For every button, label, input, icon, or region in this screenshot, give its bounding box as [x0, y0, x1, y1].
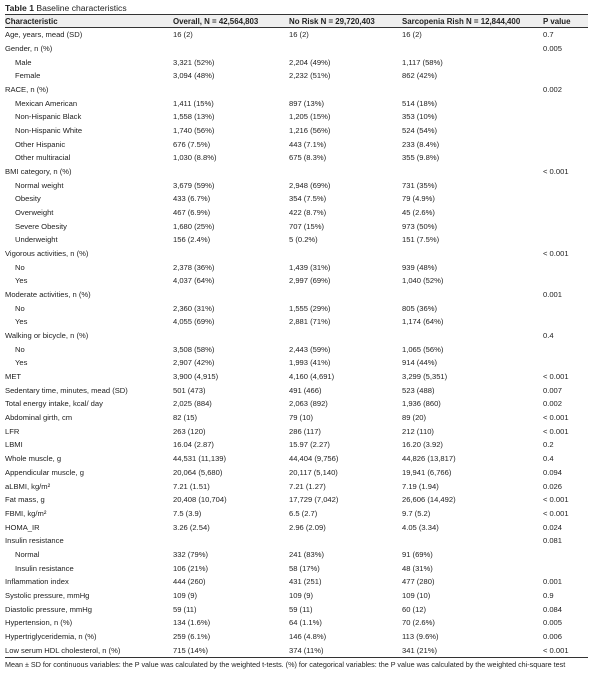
- row-label: Obesity: [15, 194, 41, 204]
- row-label: LBMI: [5, 440, 23, 450]
- cell-no-risk: 374 (11%): [289, 643, 402, 657]
- cell-overall: 676 (7.5%): [173, 139, 211, 149]
- baseline-characteristics-table: [5, 14, 588, 658]
- table-row: [5, 493, 588, 507]
- cell-no-risk: 2,063 (892): [289, 399, 328, 409]
- cell-sarcopenia-risk: 4.05 (3.34): [402, 522, 439, 532]
- row-label: Vigorous activities, n (%): [5, 249, 89, 259]
- cell-overall: 1,680 (25%): [173, 221, 215, 231]
- cell-overall: 4,055 (69%): [173, 317, 215, 327]
- table-footnote: Mean ± SD for continuous variables: the P value was calculated by the weighted t-tests. (%) for categorical variables: the P value was calculated by the weighted chi-square test: [5, 659, 566, 669]
- cell-overall: 3,321 (52%): [173, 57, 215, 67]
- table-row: [5, 438, 588, 452]
- cell-p-value: [543, 124, 588, 138]
- table-row: [5, 548, 588, 562]
- cell-sarcopenia-risk: 9.7 (5.2): [402, 508, 431, 518]
- table-row: [5, 28, 588, 42]
- cell-p-value: [543, 55, 588, 69]
- cell-sarcopenia-risk: 89 (20): [402, 413, 427, 423]
- row-label: Whole muscle, g: [5, 454, 62, 464]
- cell-sarcopenia-risk: 1,174 (64%): [402, 317, 444, 327]
- cell-p-value: [543, 301, 588, 315]
- row-label: No: [15, 262, 25, 272]
- cell-p-value: [543, 151, 588, 165]
- cell-p-value: [543, 69, 588, 83]
- cell-sarcopenia-risk: [402, 288, 543, 302]
- cell-no-risk: 1,439 (31%): [289, 262, 331, 272]
- cell-p-value: 0.4: [543, 454, 554, 464]
- table-body: [5, 28, 588, 658]
- cell-overall: 2,378 (36%): [173, 262, 215, 272]
- cell-sarcopenia-risk: 914 (44%): [402, 358, 438, 368]
- table-row: [5, 233, 588, 247]
- cell-no-risk: 15.97 (2.27): [289, 440, 330, 450]
- table-row: [5, 83, 588, 97]
- cell-no-risk: [289, 534, 402, 548]
- cell-p-value: 0.024: [543, 522, 563, 532]
- row-label: Walking or bicycle, n (%): [5, 331, 89, 341]
- row-label: Sedentary time, minutes, mead (SD): [5, 385, 128, 395]
- cell-overall: 20,408 (10,704): [173, 495, 227, 505]
- row-label: LFR: [5, 426, 20, 436]
- row-label: MET: [5, 372, 22, 382]
- cell-sarcopenia-risk: [402, 534, 543, 548]
- cell-sarcopenia-risk: 233 (8.4%): [402, 139, 440, 149]
- cell-no-risk: 491 (466): [289, 385, 322, 395]
- row-label: Yes: [15, 276, 28, 286]
- cell-no-risk: 1,205 (15%): [289, 112, 331, 122]
- table-row: [5, 479, 588, 493]
- cell-no-risk: 2.96 (2.09): [289, 522, 326, 532]
- cell-overall: 7.5 (3.9): [173, 508, 202, 518]
- cell-sarcopenia-risk: 19,941 (6,766): [402, 467, 452, 477]
- cell-p-value: < 0.001: [543, 167, 569, 177]
- table-row: [5, 42, 588, 56]
- cell-p-value: [543, 342, 588, 356]
- row-label: Normal: [15, 549, 40, 559]
- cell-p-value: < 0.001: [543, 249, 569, 259]
- row-label: Hypertension, n (%): [5, 618, 73, 628]
- cell-sarcopenia-risk: 7.19 (1.94): [402, 481, 439, 491]
- cell-sarcopenia-risk: 70 (2.6%): [402, 618, 435, 628]
- header-overall: Overall, N = 42,564,803: [173, 15, 289, 28]
- cell-sarcopenia-risk: 26,606 (14,492): [402, 495, 456, 505]
- cell-overall: 156 (2.4%): [173, 235, 211, 245]
- cell-no-risk: 443 (7.1%): [289, 139, 327, 149]
- row-label: Moderate activities, n (%): [5, 290, 91, 300]
- cell-overall: 2,025 (884): [173, 399, 212, 409]
- cell-p-value: [543, 233, 588, 247]
- table-row: [5, 616, 588, 630]
- cell-sarcopenia-risk: 353 (10%): [402, 112, 438, 122]
- table-row: [5, 561, 588, 575]
- cell-overall: [173, 329, 289, 343]
- cell-p-value: [543, 96, 588, 110]
- cell-sarcopenia-risk: 48 (31%): [402, 563, 433, 573]
- cell-overall: [173, 288, 289, 302]
- cell-no-risk: [289, 288, 402, 302]
- table-row: [5, 124, 588, 138]
- cell-p-value: [543, 561, 588, 575]
- cell-no-risk: 707 (15%): [289, 221, 325, 231]
- cell-p-value: 0.005: [543, 618, 563, 628]
- table-row: [5, 643, 588, 657]
- cell-p-value: 0.001: [543, 577, 563, 587]
- table-row: [5, 151, 588, 165]
- cell-overall: 3.26 (2.54): [173, 522, 210, 532]
- cell-no-risk: 79 (10): [289, 413, 314, 423]
- cell-overall: 1,411 (15%): [173, 98, 214, 108]
- row-label: Overweight: [15, 208, 54, 218]
- cell-overall: 715 (14%): [173, 643, 289, 657]
- table-row: [5, 342, 588, 356]
- table-row: [5, 137, 588, 151]
- cell-no-risk: 58 (17%): [289, 563, 320, 573]
- cell-no-risk: 146 (4.8%): [289, 631, 327, 641]
- cell-no-risk: [289, 83, 402, 97]
- row-label: Age, years, mead (SD): [5, 30, 83, 40]
- cell-sarcopenia-risk: 45 (2.6%): [402, 208, 435, 218]
- cell-overall: 16 (2): [173, 30, 193, 40]
- cell-overall: 1,030 (8.8%): [173, 153, 217, 163]
- cell-overall: [173, 534, 289, 548]
- row-label: Gender, n (%): [5, 44, 53, 53]
- table-row: [5, 520, 588, 534]
- cell-no-risk: 2,232 (51%): [289, 71, 331, 81]
- header-p-value: P value: [543, 15, 588, 28]
- cell-sarcopenia-risk: 151 (7.5%): [402, 235, 440, 245]
- row-label: HOMA_IR: [5, 522, 40, 532]
- cell-overall: 7.21 (1.51): [173, 481, 210, 491]
- cell-overall: [173, 42, 289, 56]
- cell-overall: [173, 165, 289, 179]
- cell-overall: 16.04 (2.87): [173, 440, 214, 450]
- table-row: [5, 370, 588, 384]
- cell-p-value: 0.081: [543, 536, 563, 546]
- row-label: Male: [15, 57, 32, 67]
- table-row: [5, 219, 588, 233]
- cell-p-value: [543, 137, 588, 151]
- table-row: [5, 383, 588, 397]
- cell-p-value: 0.7: [543, 30, 554, 40]
- cell-p-value: 0.026: [543, 481, 563, 491]
- cell-sarcopenia-risk: 1,040 (52%): [402, 276, 444, 286]
- cell-sarcopenia-risk: 60 (12): [402, 604, 427, 614]
- row-label: FBMI, kg/m²: [5, 508, 47, 518]
- cell-overall: [173, 83, 289, 97]
- cell-no-risk: 2,881 (71%): [289, 317, 331, 327]
- row-label: Mexican American: [15, 98, 78, 108]
- cell-overall: 82 (15): [173, 413, 198, 423]
- cell-p-value: [543, 178, 588, 192]
- table-row: [5, 534, 588, 548]
- cell-sarcopenia-risk: 862 (42%): [402, 71, 438, 81]
- cell-overall: 259 (6.1%): [173, 631, 211, 641]
- row-label: Non-Hispanic White: [15, 126, 83, 136]
- cell-no-risk: 44,404 (9,756): [289, 454, 339, 464]
- cell-no-risk: 5 (0.2%): [289, 235, 318, 245]
- cell-overall: 263 (120): [173, 426, 206, 436]
- cell-no-risk: [289, 247, 402, 261]
- table-row: [5, 247, 588, 261]
- cell-no-risk: 422 (8.7%): [289, 208, 327, 218]
- row-label: Female: [15, 71, 41, 81]
- cell-no-risk: 64 (1.1%): [289, 618, 322, 628]
- cell-overall: 501 (473): [173, 385, 206, 395]
- cell-p-value: 0.2: [543, 440, 554, 450]
- row-label: Underweight: [15, 235, 58, 245]
- cell-p-value: 0.002: [543, 399, 563, 409]
- table-caption-label: Table 1: [5, 3, 34, 13]
- cell-sarcopenia-risk: 44,826 (13,817): [402, 454, 456, 464]
- cell-overall: 134 (1.6%): [173, 618, 211, 628]
- header-no-risk: No Risk N = 29,720,403: [289, 15, 402, 28]
- row-label: Low serum HDL cholesterol, n (%): [5, 643, 173, 657]
- table-row: [5, 397, 588, 411]
- cell-p-value: [543, 356, 588, 370]
- cell-p-value: [543, 315, 588, 329]
- cell-p-value: [543, 260, 588, 274]
- cell-sarcopenia-risk: [402, 247, 543, 261]
- cell-p-value: [543, 110, 588, 124]
- cell-overall: [173, 247, 289, 261]
- cell-sarcopenia-risk: 355 (9.8%): [402, 153, 440, 163]
- cell-overall: 467 (6.9%): [173, 208, 211, 218]
- row-label: Abdominal girth, cm: [5, 413, 73, 423]
- row-label: Fat mass, g: [5, 495, 45, 505]
- cell-p-value: 0.094: [543, 467, 563, 477]
- cell-overall: 109 (9): [173, 590, 198, 600]
- table-row: [5, 329, 588, 343]
- cell-p-value: < 0.001: [543, 495, 569, 505]
- cell-p-value: 0.007: [543, 385, 563, 395]
- row-label: Other Hispanic: [15, 139, 66, 149]
- table-row: [5, 630, 588, 644]
- table-row: [5, 452, 588, 466]
- table-row: [5, 507, 588, 521]
- cell-overall: 433 (6.7%): [173, 194, 211, 204]
- cell-no-risk: 1,993 (41%): [289, 358, 331, 368]
- table-figure: [5, 0, 605, 669]
- cell-sarcopenia-risk: 91 (69%): [402, 549, 433, 559]
- table-row: [5, 96, 588, 110]
- table-row: [5, 206, 588, 220]
- table-row: [5, 192, 588, 206]
- cell-sarcopenia-risk: 212 (110): [402, 426, 434, 436]
- table-row: [5, 602, 588, 616]
- row-label: RACE, n (%): [5, 85, 49, 95]
- row-label: Appendicular muscle, g: [5, 467, 84, 477]
- cell-no-risk: [289, 42, 402, 56]
- cell-sarcopenia-risk: [402, 42, 543, 56]
- row-label: Hypertriglyceridemia, n (%): [5, 631, 97, 641]
- row-label: No: [15, 344, 25, 354]
- cell-no-risk: 2,948 (69%): [289, 180, 331, 190]
- cell-overall: 3,094 (48%): [173, 71, 215, 81]
- cell-overall: 3,679 (59%): [173, 180, 215, 190]
- cell-no-risk: 354 (7.5%): [289, 194, 327, 204]
- cell-no-risk: [289, 165, 402, 179]
- table-caption: [5, 3, 605, 14]
- row-label: BMI category, n (%): [5, 167, 72, 177]
- cell-overall: 59 (11): [173, 604, 197, 614]
- cell-p-value: < 0.001: [543, 413, 569, 423]
- table-row: [5, 55, 588, 69]
- table-row: [5, 178, 588, 192]
- cell-sarcopenia-risk: 1,065 (56%): [402, 344, 444, 354]
- table-row: [5, 110, 588, 124]
- cell-p-value: [543, 548, 588, 562]
- cell-no-risk: 2,443 (59%): [289, 344, 331, 354]
- cell-sarcopenia-risk: [402, 329, 543, 343]
- cell-sarcopenia-risk: 1,936 (860): [402, 399, 441, 409]
- table-row: [5, 315, 588, 329]
- table-row: [5, 301, 588, 315]
- row-label: Yes: [15, 317, 28, 327]
- row-label: aLBMI, kg/m²: [5, 481, 51, 491]
- cell-overall: 1,558 (13%): [173, 112, 215, 122]
- cell-p-value: 0.4: [543, 331, 554, 341]
- table-row: [5, 356, 588, 370]
- table-header-row: [5, 15, 588, 28]
- cell-overall: 4,037 (64%): [173, 276, 215, 286]
- cell-sarcopenia-risk: 1,117 (58%): [402, 57, 443, 67]
- row-label: Other multiracial: [15, 153, 71, 163]
- cell-sarcopenia-risk: 3,299 (5,351): [402, 372, 448, 382]
- cell-overall: 20,064 (5,680): [173, 467, 223, 477]
- table-row: [5, 575, 588, 589]
- cell-sarcopenia-risk: 109 (10): [402, 590, 431, 600]
- table-row: [5, 411, 588, 425]
- cell-no-risk: 7.21 (1.27): [289, 481, 326, 491]
- table-row: [5, 288, 588, 302]
- cell-p-value: < 0.001: [543, 508, 569, 518]
- row-label: Yes: [15, 358, 28, 368]
- cell-no-risk: 6.5 (2.7): [289, 508, 318, 518]
- cell-p-value: [543, 206, 588, 220]
- cell-overall: 44,531 (11,139): [173, 454, 227, 464]
- row-label: Insulin resistance: [15, 563, 74, 573]
- cell-sarcopenia-risk: 731 (35%): [402, 180, 438, 190]
- cell-overall: 444 (260): [173, 577, 206, 587]
- cell-sarcopenia-risk: 79 (4.9%): [402, 194, 435, 204]
- table-row: [5, 274, 588, 288]
- cell-no-risk: 16 (2): [289, 30, 309, 40]
- cell-p-value: [543, 219, 588, 233]
- cell-no-risk: 241 (83%): [289, 549, 325, 559]
- cell-p-value: [543, 274, 588, 288]
- row-label: Diastolic pressure, mmHg: [5, 604, 92, 614]
- cell-sarcopenia-risk: [402, 83, 543, 97]
- cell-no-risk: [289, 329, 402, 343]
- cell-sarcopenia-risk: 973 (50%): [402, 221, 438, 231]
- cell-sarcopenia-risk: 113 (9.6%): [402, 631, 439, 641]
- header-characteristic: Characteristic: [5, 15, 173, 28]
- row-label: Non-Hispanic Black: [15, 112, 82, 122]
- cell-overall: 1,740 (56%): [173, 126, 215, 136]
- table-row: [5, 260, 588, 274]
- cell-no-risk: 17,729 (7,042): [289, 495, 339, 505]
- cell-no-risk: 1,555 (29%): [289, 303, 331, 313]
- cell-overall: 3,900 (4,915): [173, 372, 219, 382]
- table-row: [5, 424, 588, 438]
- cell-overall: 332 (79%): [173, 549, 209, 559]
- table-row: [5, 69, 588, 83]
- cell-p-value: < 0.001: [543, 372, 569, 382]
- table-caption-title: Baseline characteristics: [36, 3, 127, 13]
- cell-no-risk: 286 (117): [289, 426, 321, 436]
- row-label: Severe Obesity: [15, 221, 67, 231]
- cell-p-value: 0.084: [543, 604, 563, 614]
- cell-sarcopenia-risk: 524 (54%): [402, 126, 438, 136]
- row-label: Total energy intake, kcal/ day: [5, 399, 103, 409]
- cell-no-risk: 431 (251): [289, 577, 322, 587]
- row-label: Inflammation index: [5, 577, 69, 587]
- row-label: No: [15, 303, 25, 313]
- cell-sarcopenia-risk: 523 (488): [402, 385, 435, 395]
- cell-overall: 2,360 (31%): [173, 303, 215, 313]
- cell-p-value: < 0.001: [543, 426, 569, 436]
- row-label: Insulin resistance: [5, 536, 64, 546]
- cell-overall: 3,508 (58%): [173, 344, 215, 354]
- cell-no-risk: 109 (9): [289, 590, 314, 600]
- cell-p-value: 0.006: [543, 631, 563, 641]
- cell-no-risk: 1,216 (56%): [289, 126, 331, 136]
- cell-p-value: 0.9: [543, 590, 554, 600]
- cell-sarcopenia-risk: 805 (36%): [402, 303, 438, 313]
- cell-sarcopenia-risk: 514 (18%): [402, 98, 438, 108]
- cell-sarcopenia-risk: 939 (48%): [402, 262, 438, 272]
- cell-p-value: 0.005: [543, 44, 563, 53]
- cell-overall: 106 (21%): [173, 563, 209, 573]
- cell-no-risk: 897 (13%): [289, 98, 325, 108]
- cell-no-risk: 2,997 (69%): [289, 276, 331, 286]
- table-row: [5, 165, 588, 179]
- cell-p-value: [543, 192, 588, 206]
- table-row: [5, 589, 588, 603]
- cell-sarcopenia-risk: 341 (21%): [402, 643, 543, 657]
- cell-no-risk: 2,204 (49%): [289, 57, 331, 67]
- cell-overall: 2,907 (42%): [173, 358, 215, 368]
- header-sarcopenia-risk: Sarcopenia Rish N = 12,844,400: [402, 15, 543, 28]
- cell-sarcopenia-risk: 16.20 (3.92): [402, 440, 443, 450]
- cell-no-risk: 20,117 (5,140): [289, 467, 338, 477]
- table-row: [5, 466, 588, 480]
- cell-sarcopenia-risk: 16 (2): [402, 30, 422, 40]
- cell-no-risk: 675 (8.3%): [289, 153, 327, 163]
- cell-sarcopenia-risk: 477 (280): [402, 577, 435, 587]
- cell-p-value: < 0.001: [543, 643, 588, 657]
- row-label: Normal weight: [15, 180, 64, 190]
- row-label: Systolic pressure, mmHg: [5, 590, 90, 600]
- cell-sarcopenia-risk: [402, 165, 543, 179]
- cell-p-value: 0.002: [543, 85, 563, 95]
- cell-no-risk: 59 (11): [289, 604, 313, 614]
- cell-no-risk: 4,160 (4,691): [289, 372, 335, 382]
- cell-p-value: 0.001: [543, 290, 563, 300]
